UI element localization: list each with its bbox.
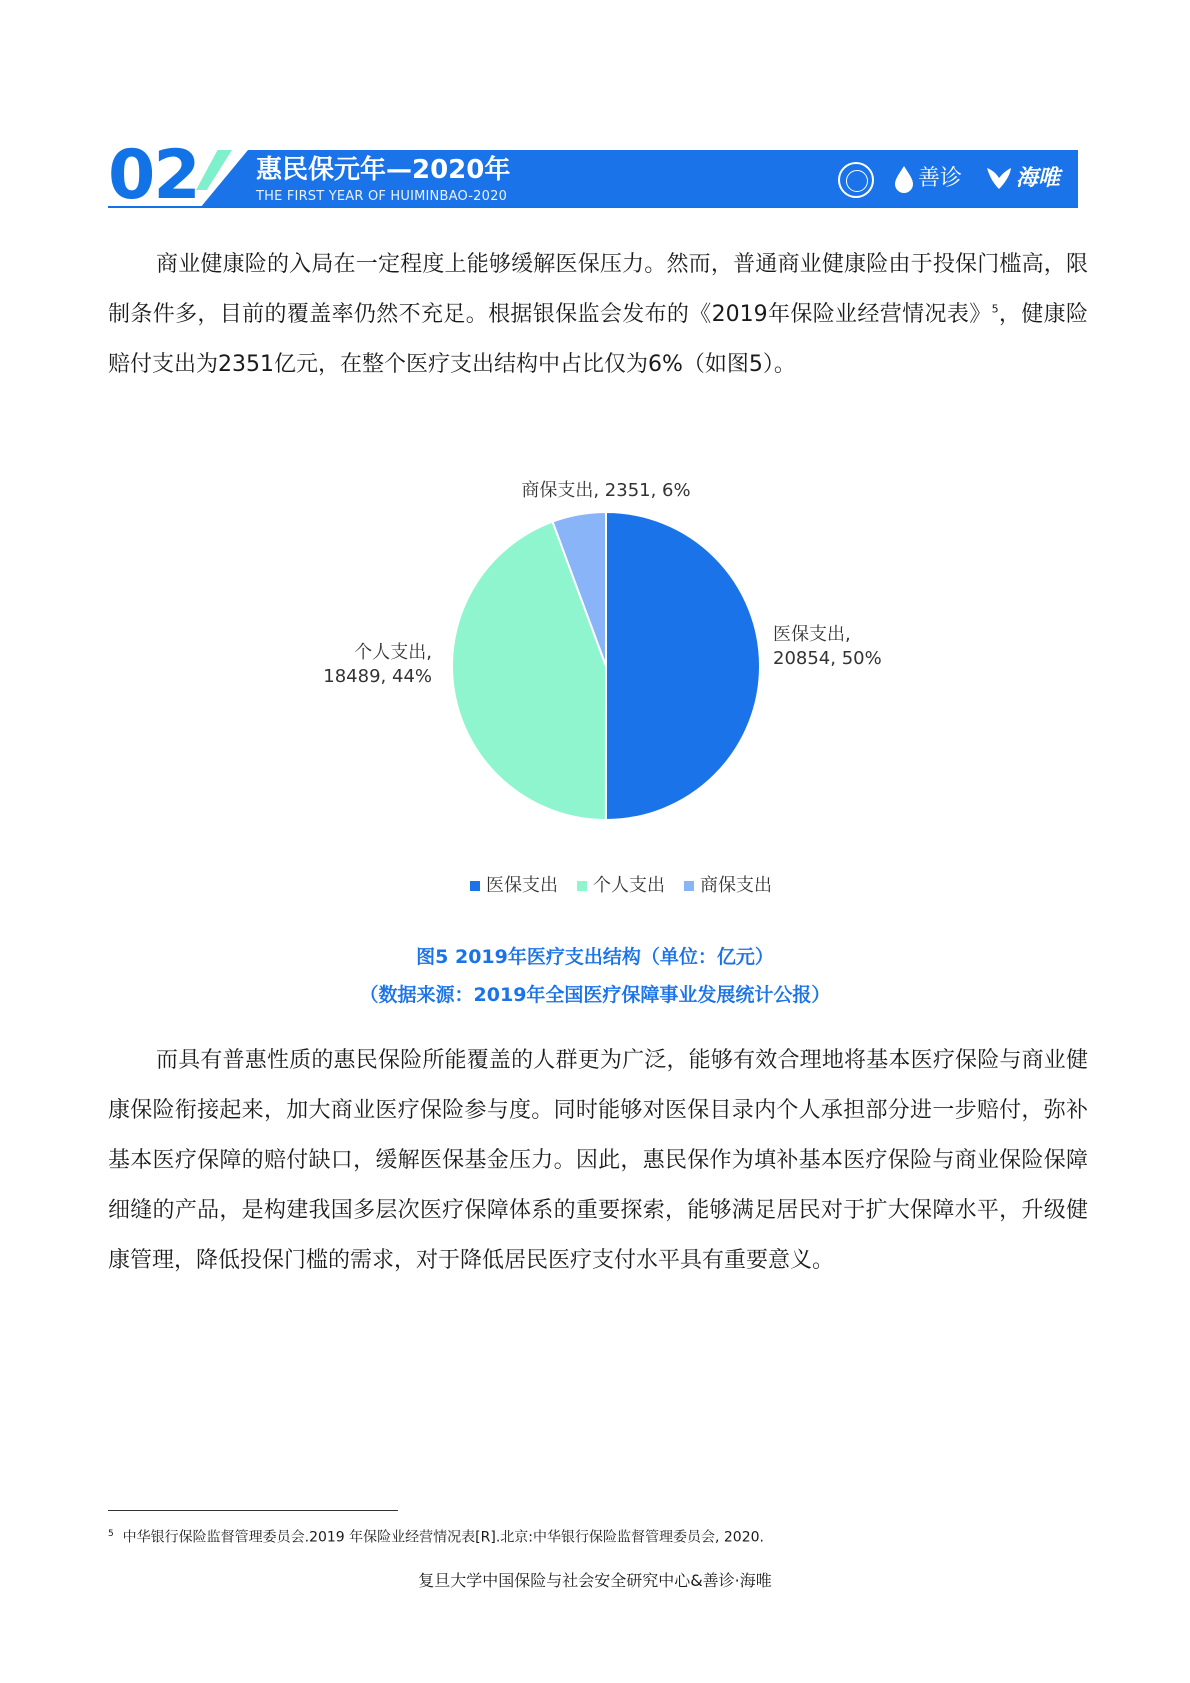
slice-value-yibao: 20854, 50% — [773, 648, 882, 669]
legend-swatch — [577, 881, 587, 891]
university-seal-icon — [838, 162, 874, 198]
legend-item: 个人支出 — [593, 875, 665, 896]
paragraph-intro-text: 商业健康险的入局在一定程度上能够缓解医保压力。然而，普通商业健康险由于投保门槛高，限制条件多，目前的覆盖率仍然不充足。根据银保监会发布的《2019年保险业经营情况表》 — [108, 252, 1088, 327]
header-underline — [108, 206, 1078, 208]
legend-item: 医保支出 — [486, 875, 558, 896]
section-subtitle: THE FIRST YEAR OF HUIMINBAO-2020 — [256, 189, 508, 204]
pie-slices — [452, 512, 760, 820]
footnote — [108, 1524, 764, 1548]
footnote-divider — [108, 1510, 398, 1511]
slice-label-geren: 个人支出, — [354, 642, 432, 663]
legend-swatch — [470, 881, 480, 891]
heart-bird-icon — [984, 164, 1014, 192]
shanzhen-logo-text: 善诊 — [918, 166, 963, 191]
figure-source: （数据来源：2019年全国医疗保障事业发展统计公报） — [359, 984, 831, 1006]
section-title: 惠民保元年—2020年 — [256, 155, 511, 185]
paragraph-intro — [108, 240, 1088, 390]
slice-label-yibao: 医保支出, — [773, 624, 851, 645]
footnote-text: 中华银行保险监督管理委员会.2019 年保险业经营情况表[R].北京:中华银行保险监督管理委员会, 2020. — [122, 1529, 764, 1546]
figure-caption: 图5 2019年医疗支出结构（单位：亿元） — [416, 946, 774, 968]
legend-item: 商保支出 — [700, 875, 772, 896]
paragraph-conclusion-text: 而具有普惠性质的惠民保险所能覆盖的人群更为广泛，能够有效合理地将基本医疗保险与商业健康保险衔接起来，加大商业医疗保险参与度。同时能够对医保目录内个人承担部分进一步赔付，弥补基本医疗保障的赔付缺口，缓解医保基金压力。因此，惠民保作为填补基本医疗保险与商业保险保障细缝的产品，是构建我国多层次医疗保障体系的重要探索，能够满足居民对于扩大保障水平，升级健康管理，降低投保门槛的需求，对于降低居民医疗支付水平具有重要意义。 — [108, 1048, 1088, 1273]
chart-legend — [470, 875, 772, 896]
slice-label-shangbao: 商保支出, 2351, 6% — [521, 480, 691, 501]
section-number: 02 — [108, 136, 199, 215]
slice-yibao — [606, 512, 760, 820]
pie-chart — [0, 460, 1190, 910]
paragraph-conclusion — [108, 1036, 1088, 1286]
slice-value-geren: 18489, 44% — [323, 666, 432, 687]
page-footer: 复旦大学中国保险与社会安全研究中心&善诊·海唯 — [418, 1571, 772, 1590]
footnote-number: 5 — [108, 1529, 114, 1539]
legend-swatch — [684, 881, 694, 891]
haiwei-logo-text: 海唯 — [1016, 166, 1061, 191]
paragraph-intro-text-after: ，健康险赔付支出为2351亿元，在整个医疗支出结构中占比仅为6%（如图5）。 — [108, 302, 1088, 377]
water-drop-icon — [893, 164, 915, 194]
footnote-reference[interactable]: 5 — [991, 302, 999, 316]
